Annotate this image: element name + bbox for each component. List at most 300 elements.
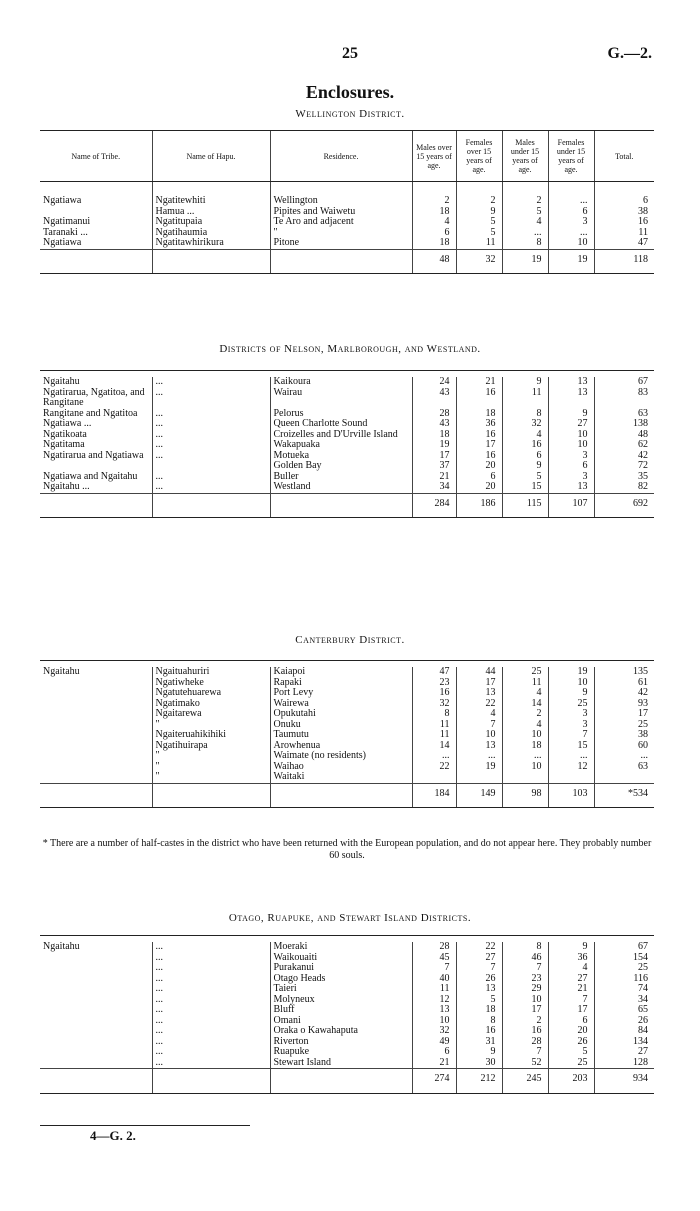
table-row [40, 762, 654, 773]
total-females-over: 186 [456, 493, 502, 518]
cell-females-under: 10 [548, 430, 594, 441]
cell-females-under: 26 [548, 1037, 594, 1048]
cell-residence: Te Aro and adjacent [270, 217, 412, 228]
page-title: Enclosures. [305, 82, 395, 102]
cell-males-over: 18 [412, 430, 456, 441]
cell-residence: Kaikoura [270, 377, 412, 388]
cell-females-under: 10 [548, 440, 594, 451]
cell-males-under: 5 [502, 207, 548, 218]
cell-females-under: 7 [548, 995, 594, 1006]
section-title-wellington: Wellington District. [295, 108, 405, 120]
cell-residence: Wairau [270, 388, 412, 409]
cell-tribe: Ngatikoata [43, 428, 87, 440]
cell-females-under: 9 [548, 688, 594, 699]
cell-tribe [40, 699, 152, 710]
cell-females-over: 16 [456, 1026, 502, 1037]
cell-males-under: 10 [502, 730, 548, 741]
cell-females-under: 20 [548, 1026, 594, 1037]
cell-males-under: 4 [502, 430, 548, 441]
cell-total: 38 [594, 730, 654, 741]
cell-hapu: ... [152, 953, 270, 964]
table-row [40, 942, 654, 953]
cell-residence: Buller [270, 472, 412, 483]
cell-females-over: 19 [456, 762, 502, 773]
cell-females-under: 3 [548, 472, 594, 483]
cell-total: 25 [594, 720, 654, 731]
cell-females-over: 22 [456, 699, 502, 710]
cell-females-over: 8 [456, 1016, 502, 1027]
totals-row [40, 493, 654, 518]
cell-males-over: 11 [412, 730, 456, 741]
cell-total: 93 [594, 699, 654, 710]
cell-tribe [40, 720, 152, 731]
cell-residence: Taumutu [270, 730, 412, 741]
cell-hapu: Ngatitawhirikura [152, 238, 270, 249]
cell-females-under: 6 [548, 461, 594, 472]
cell-total: 26 [594, 1016, 654, 1027]
column-header-females-over: Females over 15 years of age. [456, 131, 502, 182]
cell-males-under: ... [502, 228, 548, 239]
cell-tribe: Ngaitahu ... [43, 481, 90, 492]
table-row [40, 238, 654, 249]
cell-tribe: Ngatiawa [43, 237, 82, 248]
cell-males-under: 4 [502, 688, 548, 699]
cell-females-under: 5 [548, 1047, 594, 1058]
cell-females-under: 3 [548, 720, 594, 731]
table-row [40, 196, 654, 207]
cell-males-under: 11 [502, 388, 548, 409]
cell-females-over: 11 [456, 238, 502, 249]
cell-residence: Rapaki [270, 678, 412, 689]
document-reference: G.—2. [607, 45, 652, 62]
cell-females-over: 17 [456, 440, 502, 451]
cell-tribe [40, 1037, 152, 1048]
cell-total: 42 [594, 451, 654, 462]
cell-residence: Waimate (no residents) [270, 751, 412, 762]
cell-total: 72 [594, 461, 654, 472]
table-row [40, 699, 654, 710]
cell-females-over: 7 [456, 963, 502, 974]
cell-males-under: 32 [502, 419, 548, 430]
cell-residence: Molyneux [270, 995, 412, 1006]
cell-residence: Opukutahi [270, 709, 412, 720]
grand-total: 934 [594, 1069, 654, 1094]
cell-residence: Purakanui [270, 963, 412, 974]
table-row [40, 1005, 654, 1016]
cell-males-under: 2 [502, 1016, 548, 1027]
total-females-over: 212 [456, 1069, 502, 1094]
cell-hapu: ... [152, 942, 270, 953]
cell-females-over: 26 [456, 974, 502, 985]
column-header-total: Total. [594, 131, 654, 182]
cell-tribe [40, 762, 152, 773]
cell-females-over: 5 [456, 995, 502, 1006]
footer-rule [40, 1125, 250, 1126]
cell-females-under: 13 [548, 388, 594, 409]
cell-residence: Golden Bay [270, 461, 412, 472]
cell-females-under: 12 [548, 762, 594, 773]
cell-residence: Taieri [270, 984, 412, 995]
cell-residence: " [270, 228, 412, 239]
table-row [40, 667, 654, 678]
table-row [40, 1058, 654, 1069]
cell-males-under: 8 [502, 942, 548, 953]
total-males-under: 245 [502, 1069, 548, 1094]
table-otago [40, 935, 654, 1094]
cell-residence: Croizelles and D'Urville Island [270, 430, 412, 441]
table-row [40, 388, 654, 409]
cell-residence: Moeraki [270, 942, 412, 953]
cell-total: ... [594, 751, 654, 762]
cell-females-under: 27 [548, 974, 594, 985]
cell-males-under: 46 [502, 953, 548, 964]
cell-tribe: Ngatirarua, Ngatitoa, and Rangitane [43, 386, 145, 408]
cell-residence: Queen Charlotte Sound [270, 419, 412, 430]
cell-males-under: 16 [502, 440, 548, 451]
cell-males-over: 2 [412, 196, 456, 207]
cell-hapu: Ngatitupaia [152, 217, 270, 228]
cell-females-over: 27 [456, 953, 502, 964]
cell-females-over: 36 [456, 419, 502, 430]
cell-females-under: 9 [548, 942, 594, 953]
cell-residence: Oraka o Kawahaputa [270, 1026, 412, 1037]
cell-males-under: 9 [502, 377, 548, 388]
cell-females-over: 30 [456, 1058, 502, 1069]
cell-females-over: 16 [456, 451, 502, 462]
cell-total: 84 [594, 1026, 654, 1037]
totals-row [40, 783, 654, 808]
cell-males-over: 8 [412, 709, 456, 720]
cell-males-over: 12 [412, 995, 456, 1006]
cell-hapu: ... [152, 482, 270, 493]
cell-males-over: 18 [412, 238, 456, 249]
cell-total: 60 [594, 741, 654, 752]
cell-males-over: 7 [412, 963, 456, 974]
cell-residence: Onuku [270, 720, 412, 731]
table-row [40, 440, 654, 451]
cell-females-over: 22 [456, 942, 502, 953]
cell-females-over [456, 772, 502, 783]
cell-males-over: 4 [412, 217, 456, 228]
cell-females-over: 7 [456, 720, 502, 731]
table-row [40, 1026, 654, 1037]
total-females-under: 19 [548, 249, 594, 274]
total-females-under: 107 [548, 493, 594, 518]
cell-total: 25 [594, 963, 654, 974]
cell-total: 38 [594, 207, 654, 218]
page-number: 25 [342, 45, 358, 62]
cell-males-over: 6 [412, 1047, 456, 1058]
cell-females-under: 7 [548, 730, 594, 741]
cell-tribe [40, 730, 152, 741]
cell-females-over: 6 [456, 472, 502, 483]
cell-total: 128 [594, 1058, 654, 1069]
cell-females-over: 31 [456, 1037, 502, 1048]
cell-total: 154 [594, 953, 654, 964]
cell-hapu: ... [152, 1026, 270, 1037]
cell-females-under: 10 [548, 238, 594, 249]
cell-males-over: 22 [412, 762, 456, 773]
cell-females-over: 18 [456, 409, 502, 420]
cell-females-over: 13 [456, 688, 502, 699]
cell-residence: Westland [270, 482, 412, 493]
grand-total: 118 [594, 249, 654, 274]
cell-males-under: ... [502, 751, 548, 762]
cell-females-over: 5 [456, 228, 502, 239]
cell-tribe [40, 461, 152, 472]
cell-tribe [40, 1026, 152, 1037]
cell-hapu: ... [152, 451, 270, 462]
cell-females-under: 3 [548, 451, 594, 462]
cell-males-under: 9 [502, 461, 548, 472]
table-row [40, 217, 654, 228]
table-row [40, 1047, 654, 1058]
cell-tribe [40, 688, 152, 699]
cell-females-under: 9 [548, 409, 594, 420]
cell-hapu: ... [152, 472, 270, 483]
cell-males-under: 8 [502, 238, 548, 249]
cell-males-over: 47 [412, 667, 456, 678]
cell-males-over: 19 [412, 440, 456, 451]
cell-females-over: 2 [456, 196, 502, 207]
cell-males-over [412, 772, 456, 783]
cell-residence: Wellington [270, 196, 412, 207]
cell-males-over: 34 [412, 482, 456, 493]
cell-residence: Pelorus [270, 409, 412, 420]
cell-males-under: 28 [502, 1037, 548, 1048]
totals-row [40, 249, 654, 274]
table-spacer [40, 182, 654, 197]
total-females-over: 32 [456, 249, 502, 274]
column-header-males-under: Males under 15 years of age. [502, 131, 548, 182]
cell-males-over: ... [412, 751, 456, 762]
cell-males-under: 5 [502, 472, 548, 483]
cell-males-under: 4 [502, 720, 548, 731]
cell-tribe [40, 751, 152, 762]
cell-males-under: 17 [502, 1005, 548, 1016]
cell-females-over: 9 [456, 207, 502, 218]
cell-hapu: ... [152, 388, 270, 409]
cell-males-over: 6 [412, 228, 456, 239]
cell-total: 65 [594, 1005, 654, 1016]
cell-males-under: 15 [502, 482, 548, 493]
cell-hapu: ... [152, 1005, 270, 1016]
cell-residence: Stewart Island [270, 1058, 412, 1069]
cell-total: 67 [594, 942, 654, 953]
cell-females-over: 21 [456, 377, 502, 388]
table-row [40, 772, 654, 783]
cell-hapu: ... [152, 377, 270, 388]
cell-females-under: 21 [548, 984, 594, 995]
cell-total: 63 [594, 409, 654, 420]
total-females-under: 103 [548, 783, 594, 808]
table-row [40, 720, 654, 731]
cell-females-under: ... [548, 196, 594, 207]
section-title-otago: Otago, Ruapuke, and Stewart Island Districts. [228, 912, 472, 924]
cell-males-over: 24 [412, 377, 456, 388]
cell-tribe [40, 772, 152, 783]
column-header-hapu: Name of Hapu. [152, 131, 270, 182]
cell-females-over: 44 [456, 667, 502, 678]
cell-hapu: ... [152, 1047, 270, 1058]
cell-tribe [40, 709, 152, 720]
cell-females-under: ... [548, 751, 594, 762]
cell-total: 47 [594, 238, 654, 249]
cell-residence: Pitone [270, 238, 412, 249]
total-males-over: 184 [412, 783, 456, 808]
cell-tribe [40, 1005, 152, 1016]
cell-males-under: 29 [502, 984, 548, 995]
table-row [40, 963, 654, 974]
cell-males-under: 2 [502, 196, 548, 207]
table-row [40, 751, 654, 762]
table-row [40, 678, 654, 689]
cell-females-under: 15 [548, 741, 594, 752]
grand-total: 692 [594, 493, 654, 518]
cell-residence: Riverton [270, 1037, 412, 1048]
cell-total: 34 [594, 995, 654, 1006]
column-header-residence: Residence. [270, 131, 412, 182]
cell-tribe [40, 995, 152, 1006]
cell-tribe [40, 963, 152, 974]
cell-males-under: 16 [502, 1026, 548, 1037]
cell-females-under: ... [548, 228, 594, 239]
cell-tribe: Ngaitahu [43, 941, 80, 952]
cell-tribe [40, 1047, 152, 1058]
cell-males-over: 13 [412, 1005, 456, 1016]
cell-females-over: 13 [456, 741, 502, 752]
cell-males-under: 18 [502, 741, 548, 752]
cell-residence: Arowhenua [270, 741, 412, 752]
cell-hapu: " [152, 762, 270, 773]
cell-males-over: 40 [412, 974, 456, 985]
cell-hapu: Ngatihuirapa [152, 741, 270, 752]
cell-males-under: 25 [502, 667, 548, 678]
cell-tribe: Ngatirarua and Ngatiawa [43, 449, 144, 461]
cell-females-over: 13 [456, 984, 502, 995]
cell-females-over: 5 [456, 217, 502, 228]
column-header-males-over: Males over 15 years of age. [412, 131, 456, 182]
cell-males-over: 28 [412, 409, 456, 420]
cell-hapu: " [152, 720, 270, 731]
cell-tribe [40, 953, 152, 964]
totals-row [40, 1069, 654, 1094]
cell-males-over: 11 [412, 720, 456, 731]
cell-hapu: Ngatitewhiti [152, 196, 270, 207]
table-row [40, 953, 654, 964]
cell-hapu: Ngatimako [152, 699, 270, 710]
cell-residence: Waikouaiti [270, 953, 412, 964]
cell-tribe [40, 678, 152, 689]
total-males-under: 19 [502, 249, 548, 274]
cell-total: 27 [594, 1047, 654, 1058]
cell-hapu: ... [152, 409, 270, 420]
cell-total: 16 [594, 217, 654, 228]
cell-females-over: 10 [456, 730, 502, 741]
cell-hapu: ... [152, 1037, 270, 1048]
cell-females-over: ... [456, 751, 502, 762]
cell-residence: Kaiapoi [270, 667, 412, 678]
cell-males-under: 14 [502, 699, 548, 710]
cell-females-under: 36 [548, 953, 594, 964]
cell-males-under: 7 [502, 963, 548, 974]
cell-females-under: 13 [548, 377, 594, 388]
cell-females-over: 9 [456, 1047, 502, 1058]
table-row [40, 984, 654, 995]
table-header-row [40, 131, 654, 182]
cell-tribe: Taranaki ... [43, 226, 88, 238]
cell-females-under [548, 772, 594, 783]
cell-residence: Waihao [270, 762, 412, 773]
cell-tribe: Rangitane and Ngatitoa [43, 407, 138, 419]
cell-tribe: Ngatimanui [43, 216, 91, 227]
table-wellington [40, 130, 654, 274]
cell-males-over: 43 [412, 419, 456, 430]
table-row [40, 430, 654, 441]
cell-hapu: " [152, 772, 270, 783]
cell-hapu: Ngatutehuarewa [152, 688, 270, 699]
cell-females-under: 3 [548, 217, 594, 228]
cell-males-over: 28 [412, 942, 456, 953]
cell-males-under: 8 [502, 409, 548, 420]
cell-hapu: ... [152, 974, 270, 985]
cell-hapu: ... [152, 430, 270, 441]
footer-signature: 4—G. 2. [90, 1128, 136, 1143]
cell-males-over: 10 [412, 1016, 456, 1027]
cell-males-under: 10 [502, 762, 548, 773]
cell-total: 74 [594, 984, 654, 995]
cell-residence: Motueka [270, 451, 412, 462]
cell-males-under: 11 [502, 678, 548, 689]
cell-females-under: 25 [548, 699, 594, 710]
cell-hapu: Hamua ... [152, 207, 270, 218]
table-row [40, 419, 654, 430]
cell-total: 138 [594, 419, 654, 430]
table-row [40, 688, 654, 699]
cell-females-under: 19 [548, 667, 594, 678]
cell-residence: Otago Heads [270, 974, 412, 985]
cell-residence: Waitaki [270, 772, 412, 783]
cell-residence: Port Levy [270, 688, 412, 699]
cell-residence: Ruapuke [270, 1047, 412, 1058]
cell-males-under [502, 772, 548, 783]
cell-total: 83 [594, 388, 654, 409]
cell-females-under: 25 [548, 1058, 594, 1069]
cell-females-over: 16 [456, 388, 502, 409]
total-males-over: 284 [412, 493, 456, 518]
cell-hapu: Ngaiteruahikihiki [152, 730, 270, 741]
cell-total: 116 [594, 974, 654, 985]
cell-tribe [40, 974, 152, 985]
cell-total: 134 [594, 1037, 654, 1048]
cell-males-over: 43 [412, 388, 456, 409]
column-header-females-under: Females under 15 years of age. [548, 131, 594, 182]
table-row [40, 974, 654, 985]
table-row [40, 472, 654, 483]
cell-hapu: Ngaituahuriri [152, 667, 270, 678]
column-header-tribe: Name of Tribe. [40, 131, 152, 182]
cell-hapu: ... [152, 984, 270, 995]
cell-females-under: 27 [548, 419, 594, 430]
cell-residence: Wakapuaka [270, 440, 412, 451]
cell-males-over: 32 [412, 1026, 456, 1037]
cell-males-under: 52 [502, 1058, 548, 1069]
table-row [40, 730, 654, 741]
cell-tribe: Ngaitahu [43, 376, 80, 387]
cell-females-under: 13 [548, 482, 594, 493]
cell-females-over: 20 [456, 461, 502, 472]
cell-tribe: Ngaitahu [43, 666, 80, 677]
